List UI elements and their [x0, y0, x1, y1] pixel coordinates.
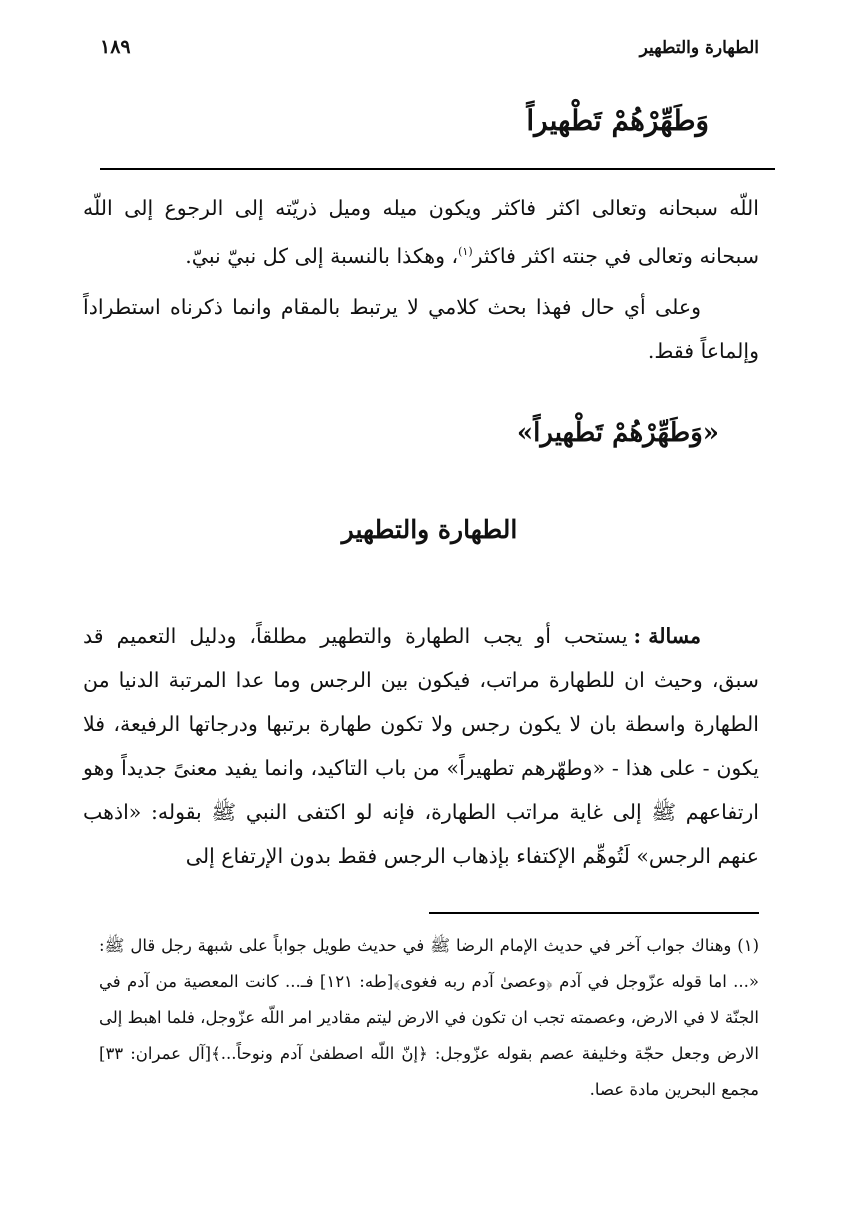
paragraph-1-tail: ، وهكذا بالنسبة إلى كل نبيّ نبيّ.	[185, 243, 459, 268]
footnote-marker[interactable]: (١)	[458, 245, 473, 258]
footnote-divider	[429, 912, 759, 914]
issue-label: مسالة :	[633, 624, 701, 648]
paragraph-3-text: يستحب أو يجب الطهارة والتطهير مطلقاً، ودليل التعميم قد سبق، وحيث ان للطهارة مراتب، فيكون بين الرجس وما عدا المرتبة الدنيا من الطهارة واسطة بان لا يكون رجس ولا تكون طهارة برتبها ودرجاتها الرفيعة، فلا يكون - على هذا - «وطهّرهم تطهيراً» من باب التاكيد، وانما يفيد معنىً جديداً وهو ارتفاعهم ﷺ إلى غاية مراتب الطهارة، فإنه لو اكتفى النبي ﷺ بقوله: «اذهب عنهم الرجس» لَتُوهِّم الإكتفاء بإذهاب الرجس فقط بدون الإرتفاع إلى	[83, 624, 759, 868]
paragraph-2-text: وعلى أي حال فهذا بحث كلامي لا يرتبط بالمقام وانما ذكرناه استطراداً وإلماعاً فقط.	[83, 295, 759, 363]
paragraph-3	[83, 614, 759, 878]
section-heading: وَطَهِّرْهُمْ تَطْهيراً	[526, 104, 709, 137]
footnote-text: (١) وهناك جواب آخر في حديث الإمام الرضا ﷺ في حديث طويل جواباً على شبهة رجل قال ﷺ: «... اما قوله عزّوجل في آدم ﴿وعصىٰ آدم ربه فغوى﴾[طه: ١٢١] فـ... كانت المعصية من آدم في الجنّة لا في الارض، وعصمته تجب ان تكون في الارض ليتم مقادير امر اللّه عزّوجل، فلما اهبط إلى الارض وجعل حجّة وخليفة عصم بقوله عزّوجل: ﴿إنّ اللّه اصطفىٰ آدم ونوحاً...﴾[آل عمران: ٣٣] مجمع البحرين مادة عصا.	[99, 936, 759, 1099]
paragraph-2	[83, 285, 759, 373]
paragraph-1-text: اللّه سبحانه وتعالى اكثر فاكثر ويكون ميله وميل ذريّته إلى الرجوع إلى اللّه سبحانه وتعالى في جنته اكثر فاكثر	[83, 196, 759, 268]
heading-divider	[100, 168, 775, 170]
running-header-title: الطهارة والتطهير	[639, 38, 759, 58]
paragraph-1	[83, 186, 759, 278]
quote-heading: «وَطَهِّرْهُمْ تَطْهيراً»	[516, 418, 719, 448]
main-title: الطهارة والتطهير	[341, 515, 518, 544]
page-number: ١٨٩	[100, 36, 131, 58]
